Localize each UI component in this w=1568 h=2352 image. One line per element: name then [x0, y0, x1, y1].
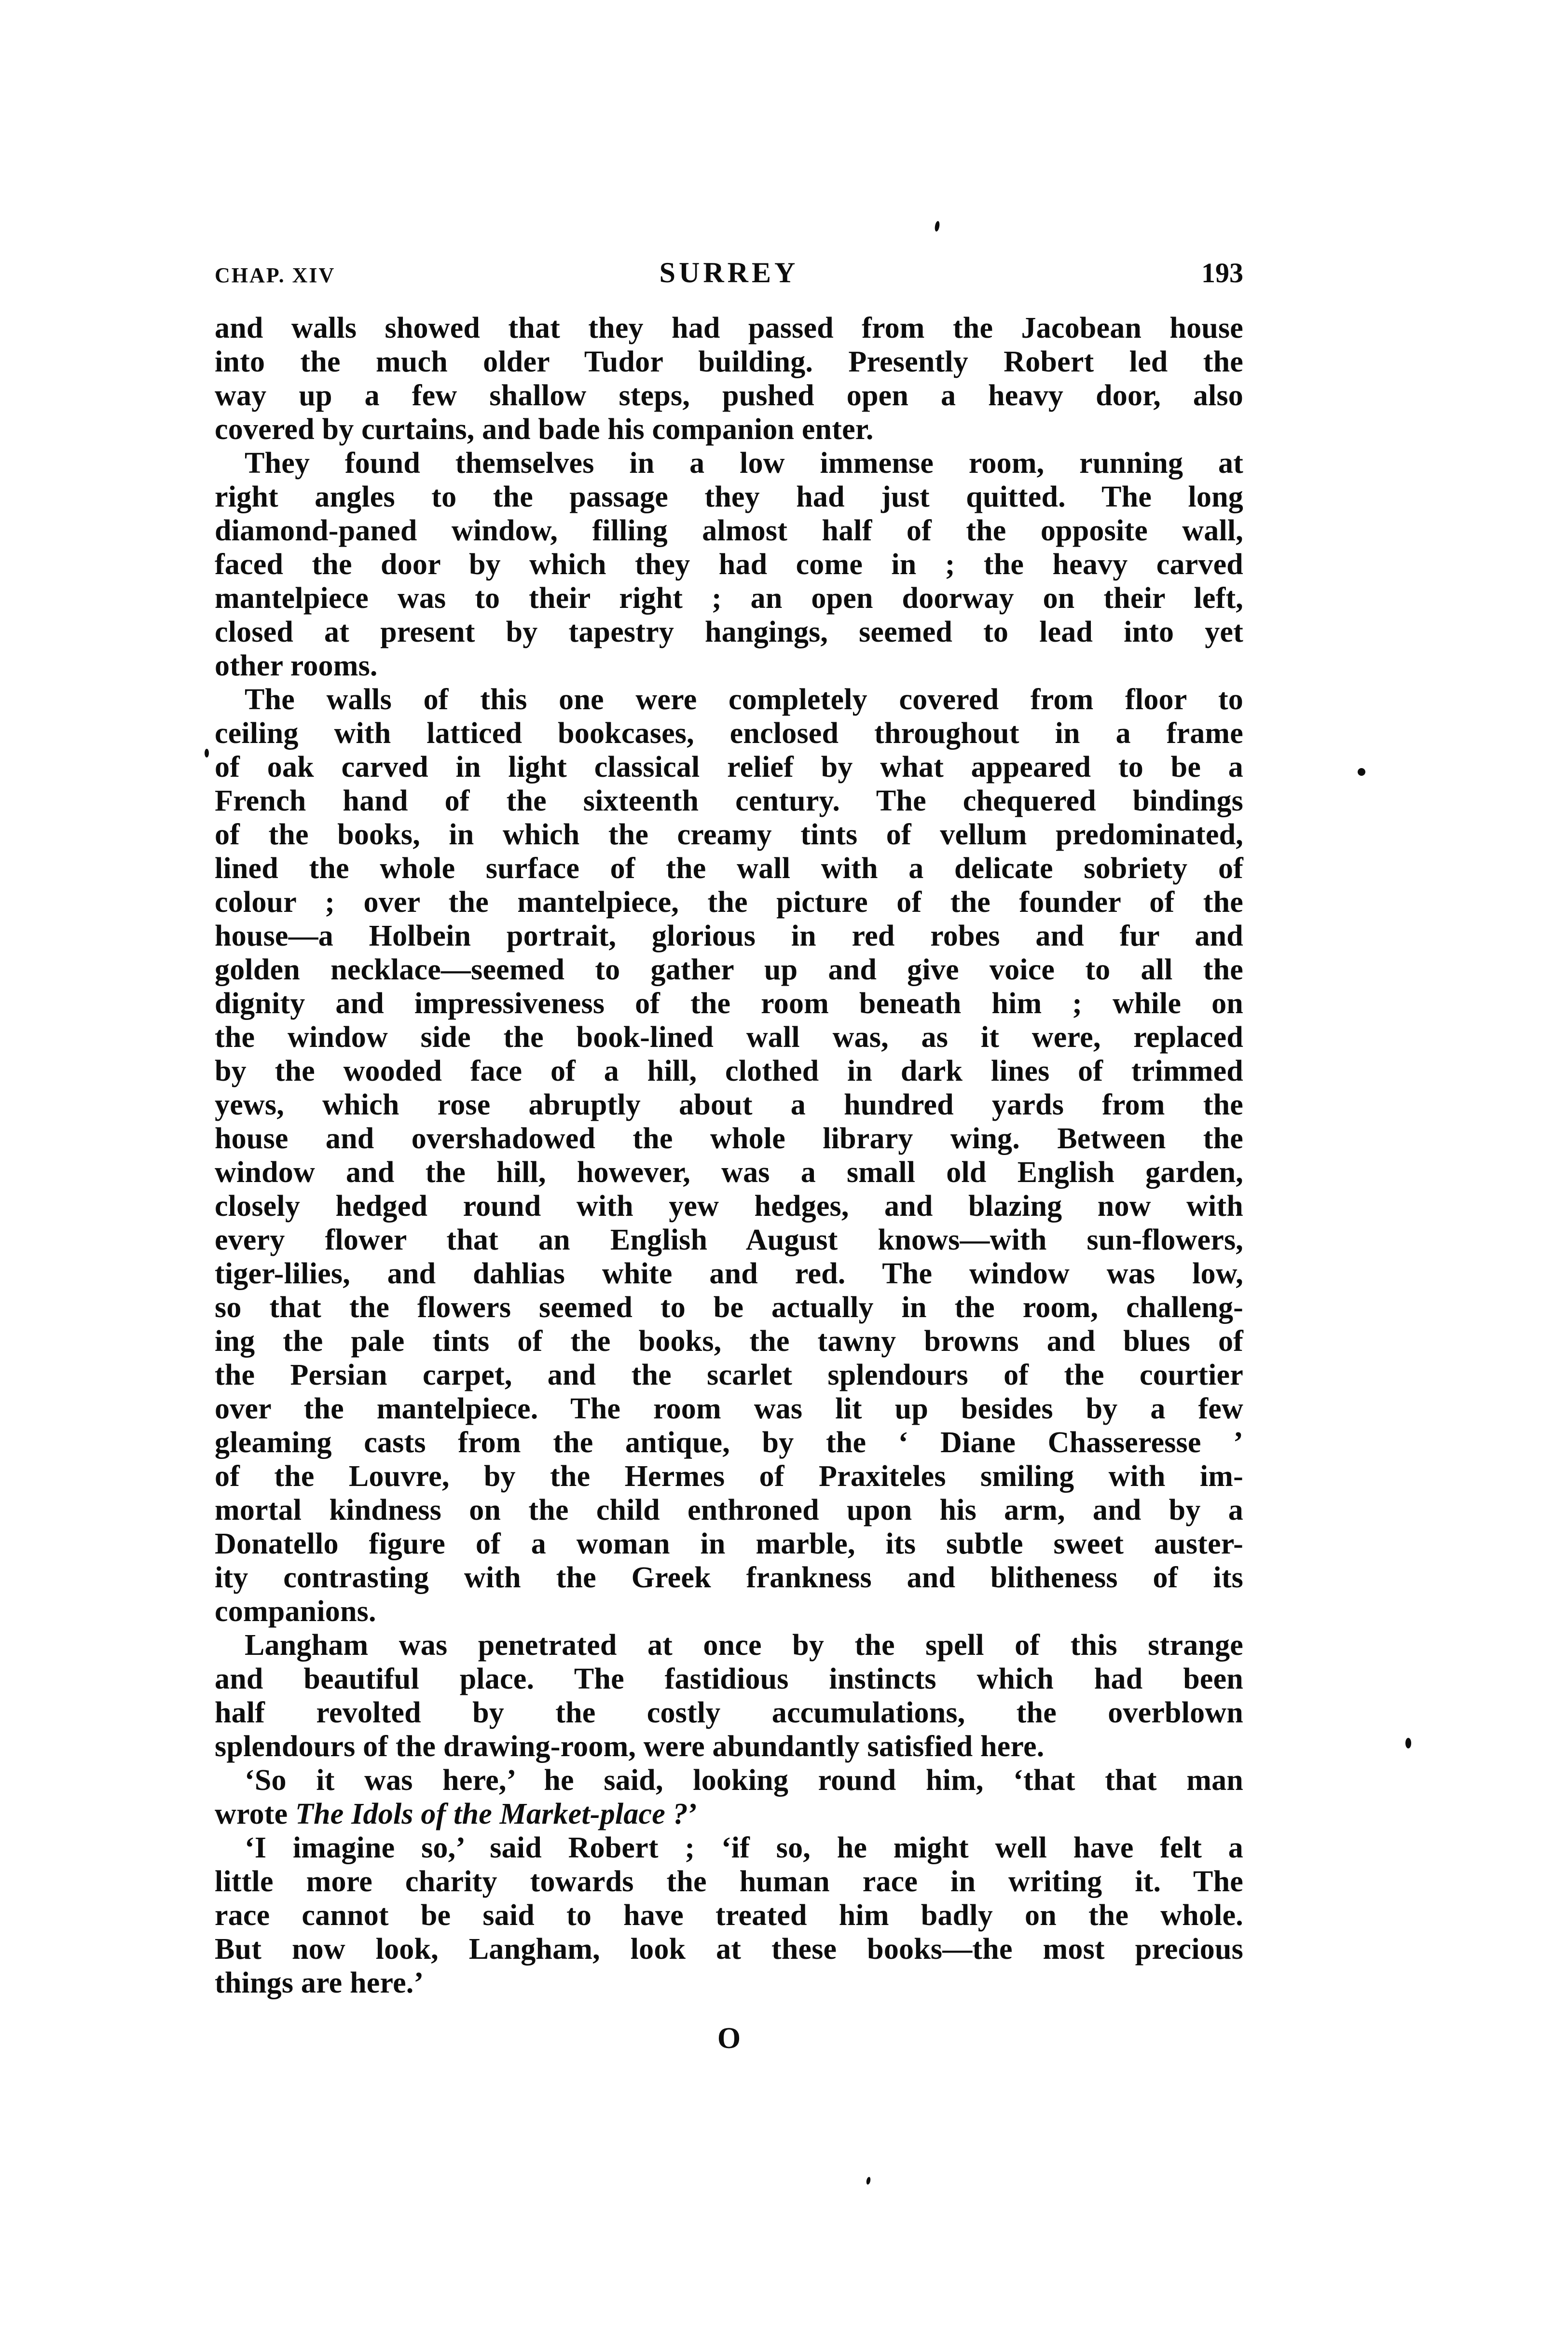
text-segment: golden necklace—seemed to gather up and give voice to all the — [215, 953, 1243, 986]
text-segment: of the Louvre, by the Hermes of Praxiteles smiling with im- — [215, 1460, 1243, 1493]
text-line — [215, 1257, 1243, 1291]
text-line — [215, 1020, 1243, 1054]
text-segment: by the wooded face of a hill, clothed in dark lines of trimmed — [215, 1055, 1243, 1087]
text-segment: of oak carved in light classical relief by what appeared to be a — [215, 751, 1243, 784]
italic-book-title: The Idols of the Market-place ? — [295, 1798, 688, 1830]
text-segment: French hand of the sixteenth century. The chequered bindings — [215, 784, 1243, 817]
text-line — [215, 1966, 1243, 2000]
text-segment: The walls of this one were completely covered from floor to — [245, 683, 1243, 716]
text-segment: companions. — [215, 1595, 376, 1628]
text-line — [215, 1459, 1243, 1493]
text-line — [215, 1324, 1243, 1358]
text-line — [215, 345, 1243, 379]
text-segment: the window side the book-lined wall was, as it were, replaced — [215, 1021, 1243, 1054]
text-segment: They found themselves in a low immense room, running at — [245, 447, 1243, 480]
text-segment: diamond-paned window, filling almost half of the opposite wall, — [215, 514, 1243, 547]
text-line — [215, 1358, 1243, 1392]
text-line — [215, 852, 1243, 885]
text-line — [215, 683, 1243, 716]
text-line — [215, 1189, 1243, 1223]
text-line — [215, 615, 1243, 649]
text-segment: lined the whole surface of the wall with a delicate sobriety of — [215, 852, 1243, 885]
text-segment: house—a Holbein portrait, glorious in red robes and fur and — [215, 920, 1243, 952]
text-line — [215, 1392, 1243, 1426]
text-line — [215, 750, 1243, 784]
text-segment: ity contrasting with the Greek frankness and blitheness of its — [215, 1561, 1243, 1594]
text-line — [215, 548, 1243, 581]
text-segment: ’ — [688, 1798, 698, 1830]
ink-speck — [205, 749, 209, 757]
text-segment: so that the flowers seemed to be actually in the room, challeng- — [215, 1291, 1243, 1324]
text-segment: and beautiful place. The fastidious instincts which had been — [215, 1663, 1243, 1695]
text-line — [215, 1595, 1243, 1628]
text-segment: mantelpiece was to their right ; an open doorway on their left, — [215, 582, 1243, 615]
text-line — [215, 480, 1243, 514]
text-segment: the Persian carpet, and the scarlet splendours of the courtier — [215, 1359, 1243, 1391]
paragraph — [215, 1628, 1243, 1763]
running-head-title: SURREY — [659, 257, 799, 289]
text-segment: closely hedged round with yew hedges, and blazing now with — [215, 1190, 1243, 1223]
text-line — [215, 1628, 1243, 1662]
paragraph — [215, 1831, 1243, 2000]
text-line — [215, 413, 1243, 446]
text-segment: every flower that an English August knows—with sun-flowers, — [215, 1224, 1243, 1256]
text-segment: splendours of the drawing-room, were abundantly satisfied here. — [215, 1730, 1045, 1763]
text-segment: closed at present by tapestry hangings, seemed to lead into yet — [215, 616, 1243, 648]
text-segment: mortal kindness on the child enthroned upon his arm, and by a — [215, 1494, 1243, 1527]
text-line — [215, 919, 1243, 953]
text-line — [215, 1223, 1243, 1257]
text-line — [215, 1493, 1243, 1527]
text-line — [215, 953, 1243, 987]
text-line — [215, 1898, 1243, 1932]
text-segment: tiger-lilies, and dahlias white and red. The window was low, — [215, 1257, 1243, 1290]
text-line — [215, 1831, 1243, 1865]
text-line — [215, 1054, 1243, 1088]
text-segment: things are here.’ — [215, 1967, 424, 1999]
text-line — [215, 1932, 1243, 1966]
text-line — [215, 1527, 1243, 1561]
text-line — [215, 716, 1243, 750]
page-number: 193 — [1201, 257, 1243, 289]
text-segment: colour ; over the mantelpiece, the picture of the founder of the — [215, 886, 1243, 919]
text-line — [215, 784, 1243, 818]
text-segment: ing the pale tints of the books, the tawny browns and blues of — [215, 1325, 1243, 1358]
text-segment: ‘I imagine so,’ said Robert ; ‘if so, he might well have felt a — [245, 1831, 1243, 1864]
text-line — [215, 818, 1243, 852]
text-line — [215, 1730, 1243, 1763]
text-segment: Langham was penetrated at once by the spell of this strange — [245, 1629, 1243, 1662]
paragraph — [215, 446, 1243, 683]
paragraph — [215, 683, 1243, 1628]
text-line — [215, 514, 1243, 548]
text-line — [215, 1122, 1243, 1155]
paragraph — [215, 311, 1243, 446]
text-line — [215, 1426, 1243, 1459]
text-segment: Donatello figure of a woman in marble, its subtle sweet auster- — [215, 1527, 1243, 1560]
text-line — [215, 1797, 1243, 1831]
ink-speck — [1405, 1738, 1411, 1748]
ink-speck — [1358, 768, 1365, 776]
text-line — [215, 1662, 1243, 1696]
paragraph — [215, 1763, 1243, 1831]
running-head-chapter: CHAP. XIV — [215, 263, 336, 287]
ink-speck — [866, 2176, 871, 2185]
text-line — [215, 1763, 1243, 1797]
text-segment: over the mantelpiece. The room was lit up besides by a few — [215, 1392, 1243, 1425]
text-line — [215, 649, 1243, 683]
text-line — [215, 1696, 1243, 1730]
text-segment: and walls showed that they had passed from the Jacobean house — [215, 312, 1243, 344]
text-segment: dignity and impressiveness of the room beneath him ; while on — [215, 987, 1243, 1020]
text-segment: covered by curtains, and bade his companion enter. — [215, 413, 874, 446]
text-segment: ceiling with latticed bookcases, enclosed throughout in a frame — [215, 717, 1243, 750]
text-segment: race cannot be said to have treated him badly on the whole. — [215, 1899, 1243, 1932]
text-line — [215, 1865, 1243, 1898]
text-segment: into the much older Tudor building. Presently Robert led the — [215, 345, 1243, 378]
text-line — [215, 987, 1243, 1020]
signature-mark: O — [717, 2022, 741, 2055]
text-segment: faced the door by which they had come in ; the heavy carved — [215, 548, 1243, 581]
text-line — [215, 1088, 1243, 1122]
text-segment: house and overshadowed the whole library wing. Between the — [215, 1122, 1243, 1155]
text-line — [215, 1291, 1243, 1324]
text-segment: window and the hill, however, was a small old English garden, — [215, 1156, 1243, 1189]
text-segment: But now look, Langham, look at these books—the most precious — [215, 1933, 1243, 1966]
page-header — [215, 256, 1243, 289]
text-segment: way up a few shallow steps, pushed open a heavy door, also — [215, 379, 1243, 412]
text-segment: other rooms. — [215, 649, 378, 682]
text-line — [215, 311, 1243, 345]
text-line — [215, 581, 1243, 615]
text-line — [215, 379, 1243, 413]
text-segment: wrote — [215, 1798, 296, 1830]
text-line — [215, 885, 1243, 919]
text-line — [215, 446, 1243, 480]
text-segment: yews, which rose abruptly about a hundred yards from the — [215, 1088, 1243, 1121]
text-segment: little more charity towards the human race in writing it. The — [215, 1865, 1243, 1898]
text-segment: gleaming casts from the antique, by the ‘ Diane Chasseresse ’ — [215, 1426, 1243, 1459]
page-body-text — [215, 311, 1243, 2000]
text-segment: of the books, in which the creamy tints of vellum predominated, — [215, 818, 1243, 851]
ink-speck — [934, 220, 940, 232]
text-line — [215, 1155, 1243, 1189]
text-segment: right angles to the passage they had just quitted. The long — [215, 481, 1243, 513]
text-segment: half revolted by the costly accumulations, the overblown — [215, 1696, 1243, 1729]
text-segment: ‘So it was here,’ he said, looking round him, ‘that that man — [245, 1764, 1243, 1797]
text-line — [215, 1561, 1243, 1595]
